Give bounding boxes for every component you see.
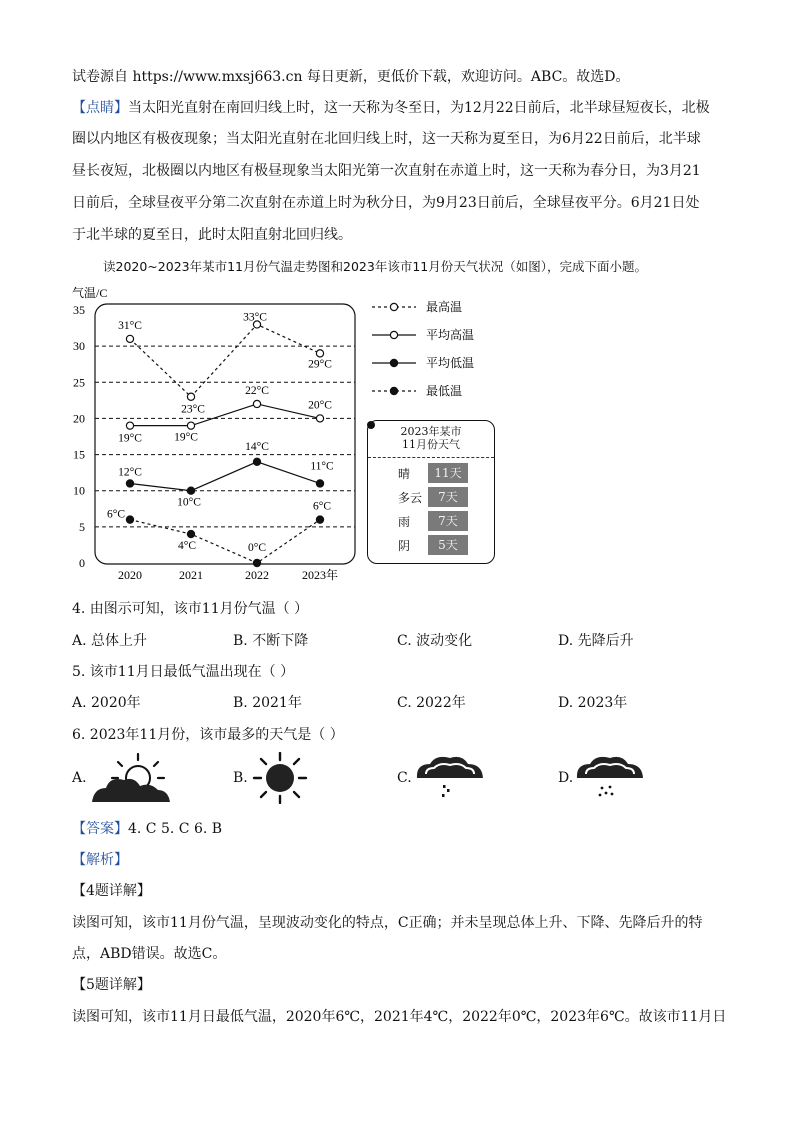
legend-label: 最低温 xyxy=(426,384,463,398)
q6-option-c[interactable]: C. xyxy=(397,770,412,786)
legend-marker xyxy=(390,331,397,338)
weather-card xyxy=(367,420,495,564)
legend-marker xyxy=(390,387,397,394)
weather-row-rain: 雨 7天 xyxy=(368,511,494,531)
source-line: 试卷源自 https://www.mxsj663.cn 每日更新，更低价下载，欢迎访问。ABC。故选D。 xyxy=(72,69,630,85)
data-label: 19°C xyxy=(118,432,142,445)
q4-option-b[interactable]: B. 不断下降 xyxy=(233,633,309,649)
legend-marker xyxy=(390,359,397,366)
sunny-icon[interactable] xyxy=(252,752,308,804)
data-point xyxy=(253,400,260,407)
data-label: 6°C xyxy=(312,500,332,513)
data-label: 19°C xyxy=(174,431,198,444)
q4-stem: 4. 由图示可知，该市11月份气温（ ） xyxy=(72,601,309,617)
legend-marker xyxy=(390,303,397,310)
detail4-line-1: 读图可知，该市11月份气温，呈现波动变化的特点，C正确；并未呈现总体上升、下降、先降后升的特 xyxy=(72,915,703,931)
y-tick-label: 0 xyxy=(79,556,85,570)
answer-text: 4. C 5. C 6. B xyxy=(128,821,223,837)
data-point xyxy=(126,335,133,342)
detail4-label: 【4题详解】 xyxy=(72,883,151,899)
data-point xyxy=(187,487,194,494)
q4-option-a[interactable]: A. 总体上升 xyxy=(72,633,148,649)
data-point xyxy=(253,458,260,465)
x-tick-label: 2022 xyxy=(245,568,269,582)
weather-row-sunny: 晴 11天 xyxy=(368,463,494,483)
data-label: 4°C xyxy=(177,540,197,553)
tip-line-4: 日前后，全球昼夜平分第二次直射在赤道上时为秋分日，为9月23日前后，全球昼夜平分。6月21日处 xyxy=(72,195,700,211)
partly-cloudy-icon[interactable] xyxy=(88,752,174,804)
q6-option-d[interactable]: D. xyxy=(558,770,574,786)
temperature-chart xyxy=(60,280,360,585)
data-label: 12°C xyxy=(118,466,142,479)
weather-card-title: 2023年某市 11月份天气 xyxy=(400,425,462,451)
q6-option-b[interactable]: B. xyxy=(233,770,248,786)
detail5-line-1: 读图可知，该市11月日最低气温，2020年6℃，2021年4℃，2022年0℃，2023年6℃。故该市11月日 xyxy=(72,1009,727,1025)
q5-option-b[interactable]: B. 2021年 xyxy=(233,695,302,711)
tip-label: 【点睛】 xyxy=(72,100,128,116)
analysis-label: 【解析】 xyxy=(72,852,128,868)
snow-icon[interactable] xyxy=(574,752,646,802)
data-label: 14°C xyxy=(245,440,269,453)
q6-option-a[interactable]: A. xyxy=(72,770,87,786)
answer-line xyxy=(72,818,222,838)
data-point xyxy=(126,516,133,523)
rain-icon[interactable] xyxy=(414,752,486,802)
q5-option-c[interactable]: C. 2022年 xyxy=(397,695,466,711)
tip-line-2: 圈以内地区有极夜现象；当太阳光直射在北回归线上时，这一天称为夏至日，为6月22日前后，北半球 xyxy=(72,131,701,147)
data-point xyxy=(316,516,323,523)
data-label: 31°C xyxy=(118,319,142,332)
data-point xyxy=(316,415,323,422)
q5-option-a[interactable]: A. 2020年 xyxy=(72,695,141,711)
y-tick-label: 10 xyxy=(73,483,85,498)
q5-option-d[interactable]: D. 2023年 xyxy=(558,695,628,711)
legend-label: 最高温 xyxy=(426,300,463,314)
data-label: 0°C xyxy=(247,542,267,554)
tip-line-1: 【点睛】当太阳光直射在南回归线上时，这一天称为冬至日，为12月22日前后，北半球昼短夜长，北极 xyxy=(72,100,710,116)
question-intro: 读2020~2023年某市11月份气温走势图和2023年该市11月份天气状况（如图），完成下面小题。 xyxy=(103,259,647,274)
data-label: 20°C xyxy=(308,399,332,412)
data-label: 23°C xyxy=(181,403,205,416)
card-divider xyxy=(368,457,494,458)
weather-row-cloudy: 多云 7天 xyxy=(368,487,494,507)
x-tick-label: 2023年 xyxy=(301,568,339,582)
data-label: 10°C xyxy=(177,496,201,509)
data-point xyxy=(187,530,194,537)
q4-option-d[interactable]: D. 先降后升 xyxy=(558,633,634,649)
data-label: 33°C xyxy=(243,311,267,324)
data-point xyxy=(316,350,323,357)
y-tick-label: 20 xyxy=(73,411,85,426)
detail5-label: 【5题详解】 xyxy=(72,977,151,993)
data-point xyxy=(187,422,194,429)
data-label: 6°C xyxy=(106,508,126,521)
y-tick-label: 5 xyxy=(79,519,85,534)
detail4-line-2: 点，ABD错误。故选C。 xyxy=(72,946,227,962)
x-tick-label: 2021 xyxy=(179,568,203,582)
data-point xyxy=(253,559,260,566)
legend-label: 平均高温 xyxy=(426,328,475,342)
data-point xyxy=(126,422,133,429)
q5-stem: 5. 该市11月日最低气温出现在（ ） xyxy=(72,664,295,680)
legend-label: 平均低温 xyxy=(426,356,475,370)
q4-option-c[interactable]: C. 波动变化 xyxy=(397,633,473,649)
q6-stem: 6. 2023年11月份，该市最多的天气是（ ） xyxy=(72,727,344,743)
data-point xyxy=(126,480,133,487)
data-label: 11°C xyxy=(310,460,334,473)
tip-line-3: 昼长夜短，北极圈以内地区有极昼现象当太阳光第一次直射在赤道上时，这一天称为春分日，为3月21 xyxy=(72,163,701,179)
data-label: 22°C xyxy=(245,384,269,397)
y-tick-label: 15 xyxy=(73,447,85,462)
chart-legend xyxy=(368,295,498,405)
data-label: 29°C xyxy=(308,358,332,371)
y-tick-label: 30 xyxy=(73,339,85,354)
data-point xyxy=(187,393,194,400)
weather-row-overcast: 阴 5天 xyxy=(368,535,494,555)
y-tick-label: 35 xyxy=(73,303,85,317)
answer-label: 【答案】 xyxy=(72,821,128,837)
data-point xyxy=(316,480,323,487)
tip-line-5: 于北半球的夏至日，此时太阳直射北回归线。 xyxy=(72,227,352,243)
y-tick-label: 25 xyxy=(73,375,85,390)
x-tick-label: 2020 xyxy=(118,568,142,582)
y-axis-title: 气温/C xyxy=(72,286,108,300)
